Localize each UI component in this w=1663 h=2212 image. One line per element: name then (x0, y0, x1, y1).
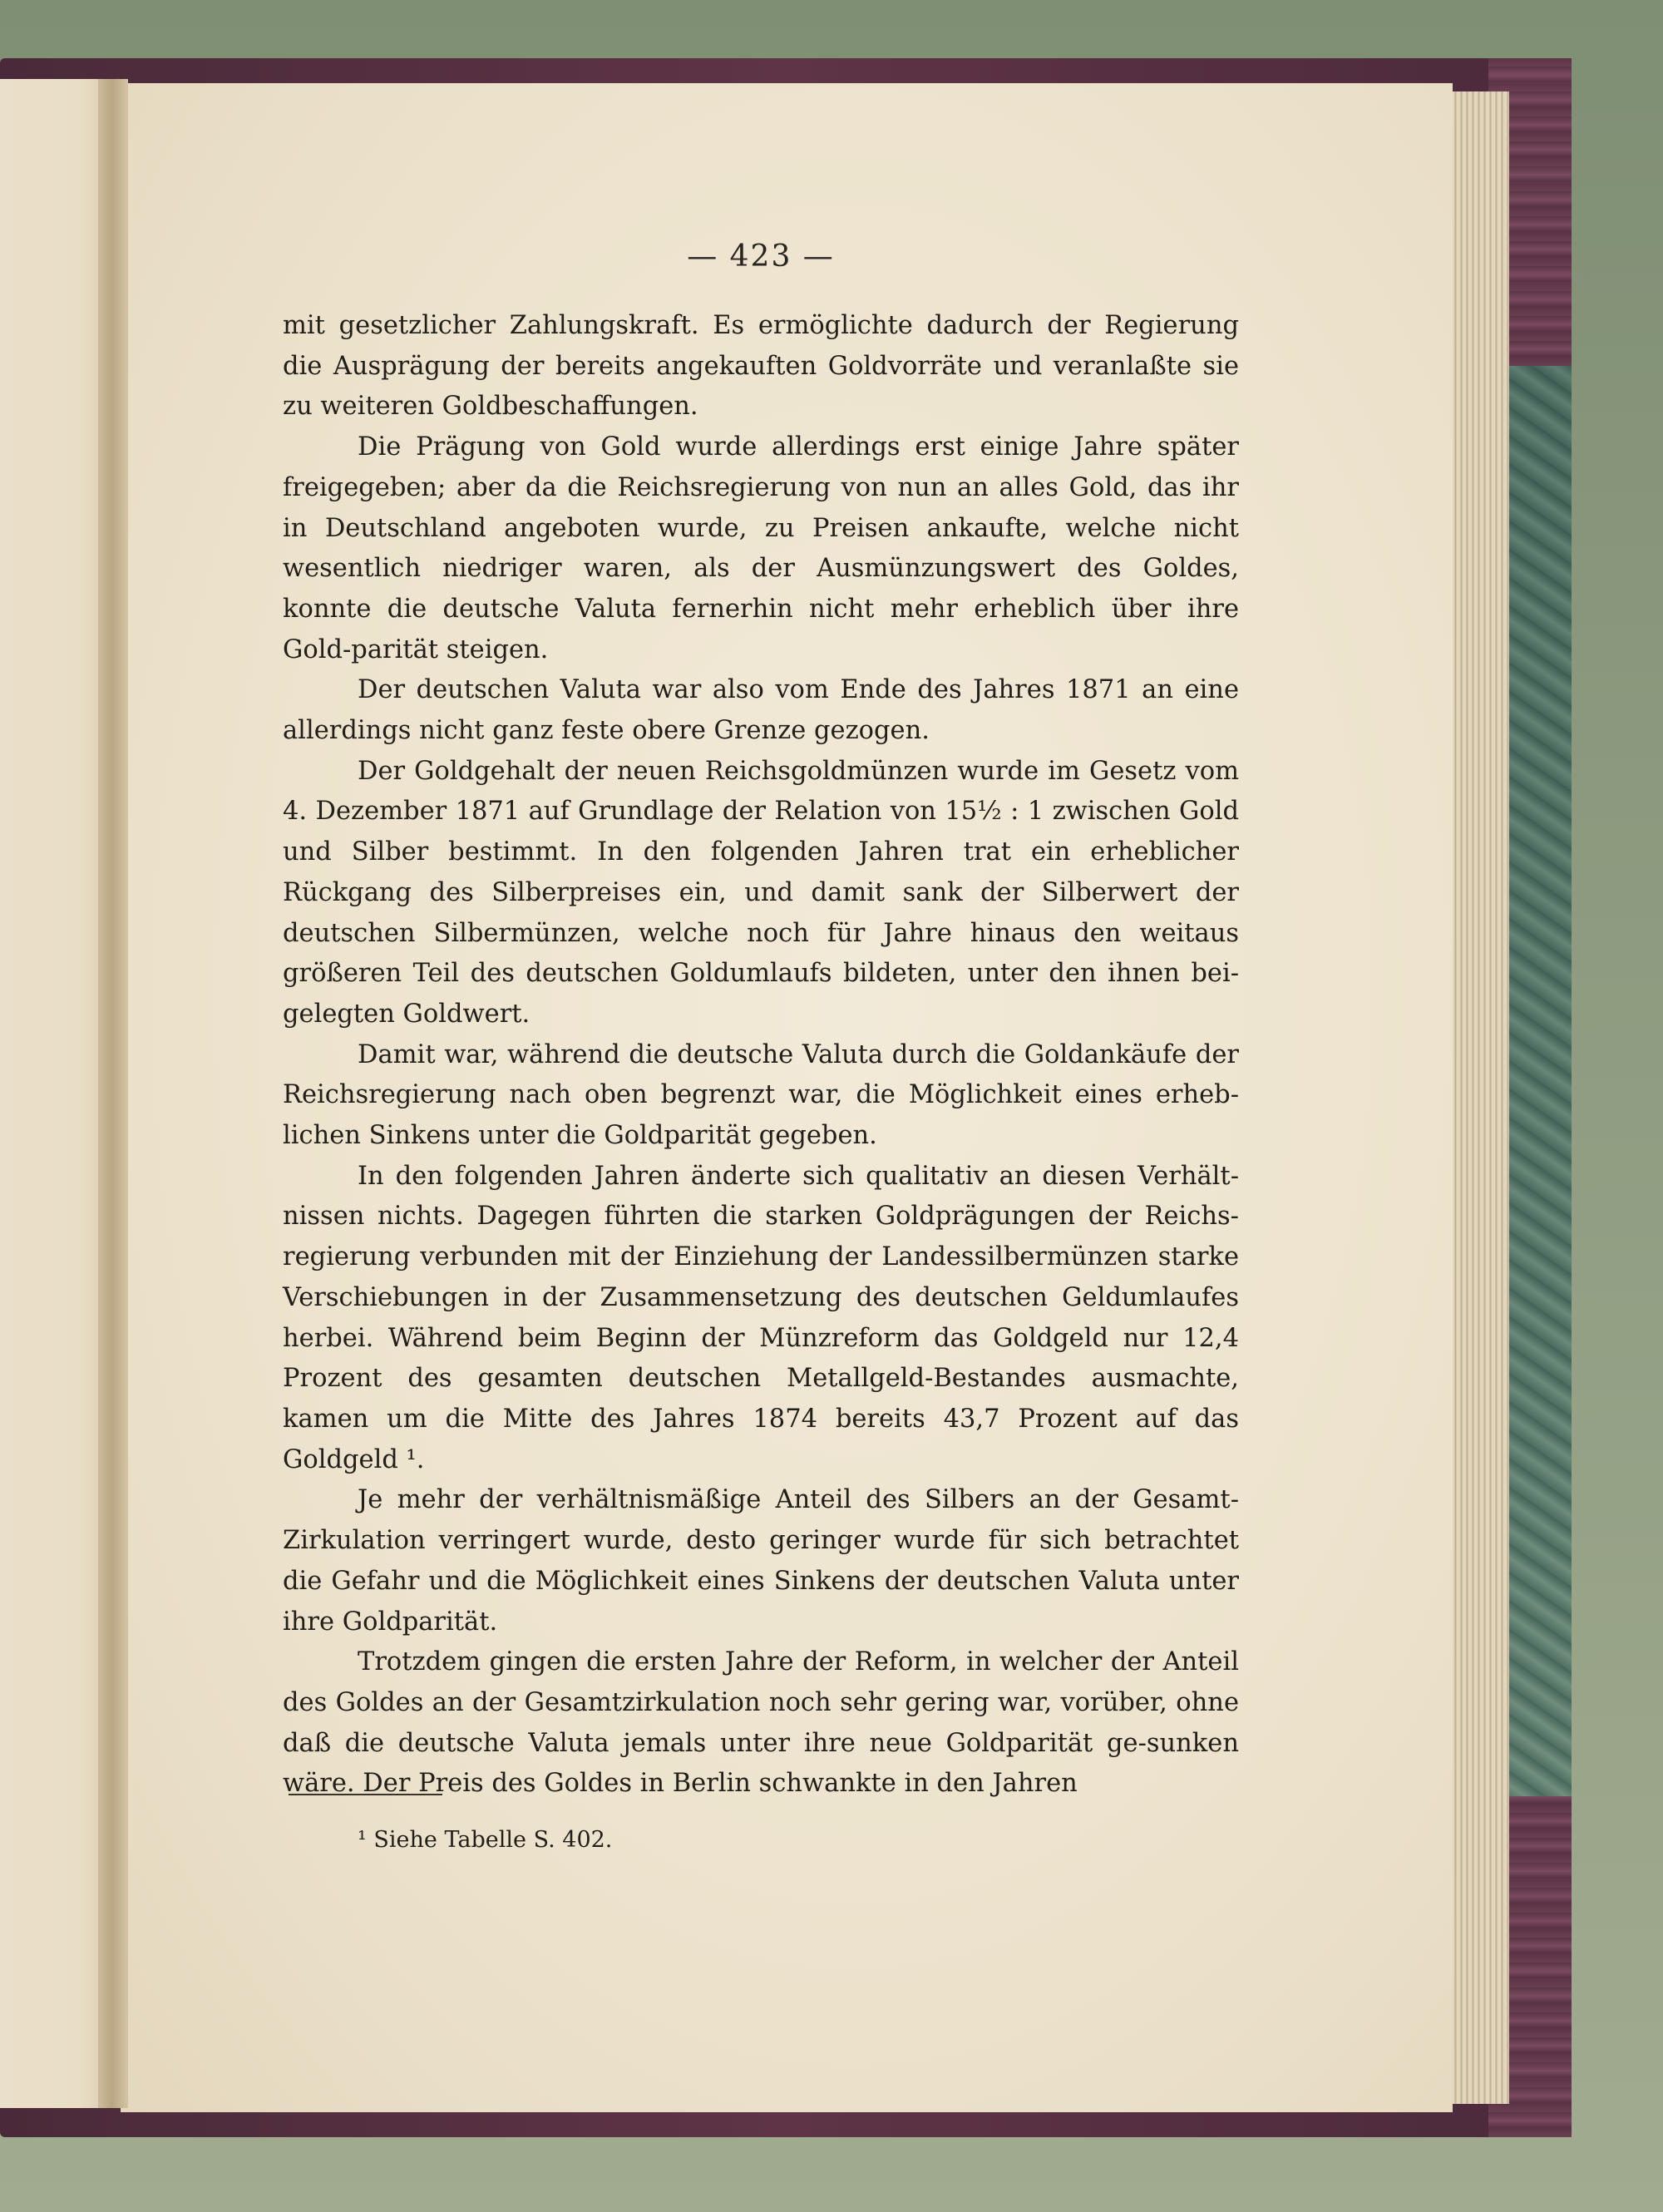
book-gutter (98, 79, 128, 2108)
body-text (283, 306, 1239, 1805)
marbled-endpaper (1505, 366, 1572, 1796)
paragraph: Der Goldgehalt der neuen Reichsgoldmünzen wurde im Gesetz vom 4. Dezember 1871 auf Grundlage der Relation von 15½ : 1 zwischen Gold und Silber bestimmt. In den folgenden Jahren trat ein erheblicher Rückgang des Silberpreises ein, und damit sank der Silberwert der deutschen Silbermünzen, welche noch für Jahre hinaus den weitaus größeren Teil des deutschen Goldumlaufs bildeten, unter den ihnen bei-gelegten Goldwert. (283, 756, 1239, 1029)
paragraph: Damit war, während die deutsche Valuta durch die Goldankäufe der Reichsregierung nach oben begrenzt war, die Möglichkeit eines erheb-lichen Sinkens unter die Goldparität gegeben. (283, 1039, 1239, 1151)
footnote-divider (289, 1794, 442, 1795)
paragraph: Trotzdem gingen die ersten Jahre der Reform, in welcher der Anteil des Goldes an der Gesamtzirkulation noch sehr gering war, vorüber, ohne daß die deutsche Valuta jemals unter ihre neue Goldparität ge-sunken wäre. Der Preis des Goldes in Berlin schwankte in den Jahren (283, 1647, 1239, 1799)
paragraph: mit gesetzlicher Zahlungskraft. Es ermöglichte dadurch der Regierung die Ausprägung der bereits angekauften Goldvorräte und veranlaßte sie zu weiteren Goldbeschaffungen. (283, 311, 1239, 422)
page-number: — 423 — (687, 239, 835, 274)
paragraph: Je mehr der verhältnismäßige Anteil des Silbers an der Gesamt-Zirkulation verringert wurde, desto geringer wurde für sich betrachtet die Gefahr und die Möglichkeit eines Sinkens der deutschen Valuta unter ihre Goldparität. (283, 1485, 1239, 1637)
paragraph: In den folgenden Jahren änderte sich qualitativ an diesen Verhält-nissen nichts. Dagegen führten die starken Goldprägungen der Reichs-regierung verbunden mit der Einziehung der Landessilbermünzen starke Verschiebungen in der Zusammensetzung des deutschen Geldumlaufes herbei. Während beim Beginn der Münzreform das Goldgeld nur 12,4 Prozent des gesamten deutschen Metallgeld-Bestandes ausmachte, kamen um die Mitte des Jahres 1874 bereits 43,7 Prozent auf das Goldgeld ¹. (283, 1161, 1239, 1474)
paragraph: Der deutschen Valuta war also vom Ende des Jahres 1871 an eine allerdings nicht ganz feste obere Grenze gezogen. (283, 675, 1239, 746)
footnote: ¹ Siehe Tabelle S. 402. (358, 1827, 613, 1853)
paragraph: Die Prägung von Gold wurde allerdings erst einige Jahre später freigegeben; aber da die Reichsregierung von nun an alles Gold, das ihr in Deutschland angeboten wurde, zu Preisen ankaufte, welche nicht wesentlich niedriger waren, als der Ausmünzungswert des Goldes, konnte die deutsche Valuta fernerhin nicht mehr erheblich über ihre Gold-parität steigen. (283, 432, 1239, 664)
page-edges (1451, 91, 1509, 2104)
